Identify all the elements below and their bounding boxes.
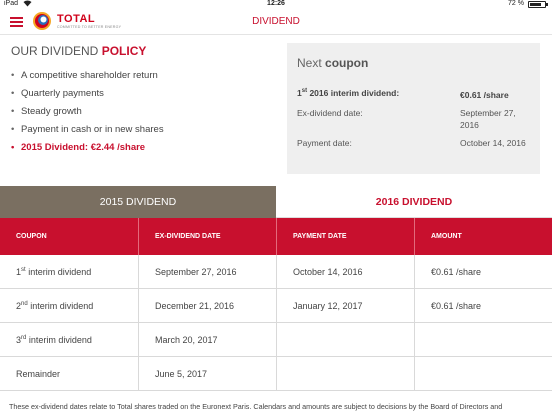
tab-2015-dividend[interactable]: 2015 DIVIDEND — [0, 186, 276, 218]
next-coupon-payment-value: October 14, 2016 — [460, 138, 526, 148]
coupon-ordinal-suffix: nd — [21, 301, 28, 307]
table-row — [0, 357, 552, 391]
cell-payment-date — [277, 323, 415, 357]
logo-brand: TOTAL — [57, 13, 96, 25]
column-header-payment-date: PAYMENT DATE — [277, 218, 415, 255]
cell-ex-dividend-date: March 20, 2017 — [139, 323, 277, 357]
next-coupon-dividend-text: 2016 interim dividend: — [307, 88, 400, 98]
column-header-amount: AMOUNT — [431, 233, 462, 240]
next-coupon-ex-value-line2: 2016 — [460, 120, 479, 130]
cell-coupon — [0, 323, 139, 357]
next-coupon-card — [287, 43, 540, 174]
policy-item-2015-dividend: • 2015 Dividend: €2.44 /share — [11, 142, 164, 160]
coupon-label: interim dividend — [27, 301, 94, 311]
coupon-label: interim dividend — [25, 267, 92, 277]
coupon-ordinal: 3 — [16, 335, 22, 345]
policy-heading — [11, 44, 146, 58]
next-coupon-heading-prefix: Next — [297, 56, 326, 70]
policy-list — [11, 70, 164, 160]
policy-heading-emphasis: POLICY — [101, 44, 147, 58]
next-coupon-ordinal-suffix: st — [301, 88, 308, 95]
status-bar — [0, 0, 552, 9]
cell-amount: €0.61 /share — [431, 267, 482, 277]
cell-amount — [415, 357, 552, 391]
coupon-label: interim dividend — [26, 335, 92, 345]
logo-tagline: COMMITTED TO BETTER ENERGY — [57, 25, 122, 29]
cell-ex-dividend-date: December 21, 2016 — [139, 289, 277, 323]
footnote: These ex-dividend dates relate to Total shares traded on the Euronext Paris. Calendars and amounts are subject to decisions by the Board of Directors and — [9, 402, 503, 411]
next-coupon-payment-label: Payment date: — [297, 138, 352, 148]
coupon-ordinal-suffix: rd — [21, 335, 27, 341]
next-coupon-heading-emphasis: coupon — [325, 56, 369, 70]
cell-ex-dividend-date: September 27, 2016 — [139, 255, 277, 289]
column-header-ex-dividend-date: EX-DIVIDEND DATE — [139, 218, 277, 255]
coupon-ordinal: 1 — [16, 267, 22, 277]
policy-heading-prefix: OUR DIVIDEND — [11, 44, 102, 58]
battery-icon — [528, 1, 546, 8]
cell-coupon — [0, 357, 139, 391]
tab-2016-dividend[interactable]: 2016 DIVIDEND — [276, 186, 552, 218]
cell-payment-date: October 14, 2016 — [277, 255, 415, 289]
cell-coupon — [0, 255, 139, 289]
coupon-ordinal: 2 — [16, 301, 22, 311]
next-coupon-dividend-label — [297, 87, 399, 99]
policy-item: • Quarterly payments — [11, 88, 164, 106]
cell-amount: €0.61 /share — [431, 301, 482, 311]
year-tabs — [0, 186, 552, 218]
cell-coupon — [0, 289, 139, 323]
cell-payment-date — [277, 357, 415, 391]
next-coupon-ex-value-line1: September 27, — [460, 108, 516, 118]
cell-amount — [415, 323, 552, 357]
policy-item: • Payment in cash or in new shares — [11, 124, 164, 142]
clock: 12:26 — [267, 0, 285, 7]
next-coupon-ex-label: Ex-dividend date: — [297, 108, 363, 118]
table-row — [0, 289, 552, 323]
coupon-label: Remainder — [16, 369, 61, 379]
next-coupon-heading — [297, 56, 368, 70]
coupon-ordinal-suffix: st — [21, 267, 26, 273]
table-row — [0, 255, 552, 289]
next-coupon-amount: €0.61 /share — [460, 90, 509, 100]
page-title: DIVIDEND — [252, 16, 300, 27]
cell-ex-dividend-date: June 5, 2017 — [139, 357, 277, 391]
carrier-label: iPad — [4, 0, 19, 7]
column-header-coupon: COUPON — [0, 218, 139, 255]
table-row — [0, 323, 552, 357]
next-coupon-ex-value — [460, 107, 516, 131]
next-coupon-ordinal: 1 — [297, 88, 302, 98]
cell-payment-date: January 12, 2017 — [277, 289, 415, 323]
policy-item: • A competitive shareholder return — [11, 70, 164, 88]
policy-item: • Steady growth — [11, 106, 164, 124]
battery-percent: 72 % — [508, 0, 524, 7]
table-header — [0, 218, 552, 255]
nav-bar — [0, 9, 552, 35]
